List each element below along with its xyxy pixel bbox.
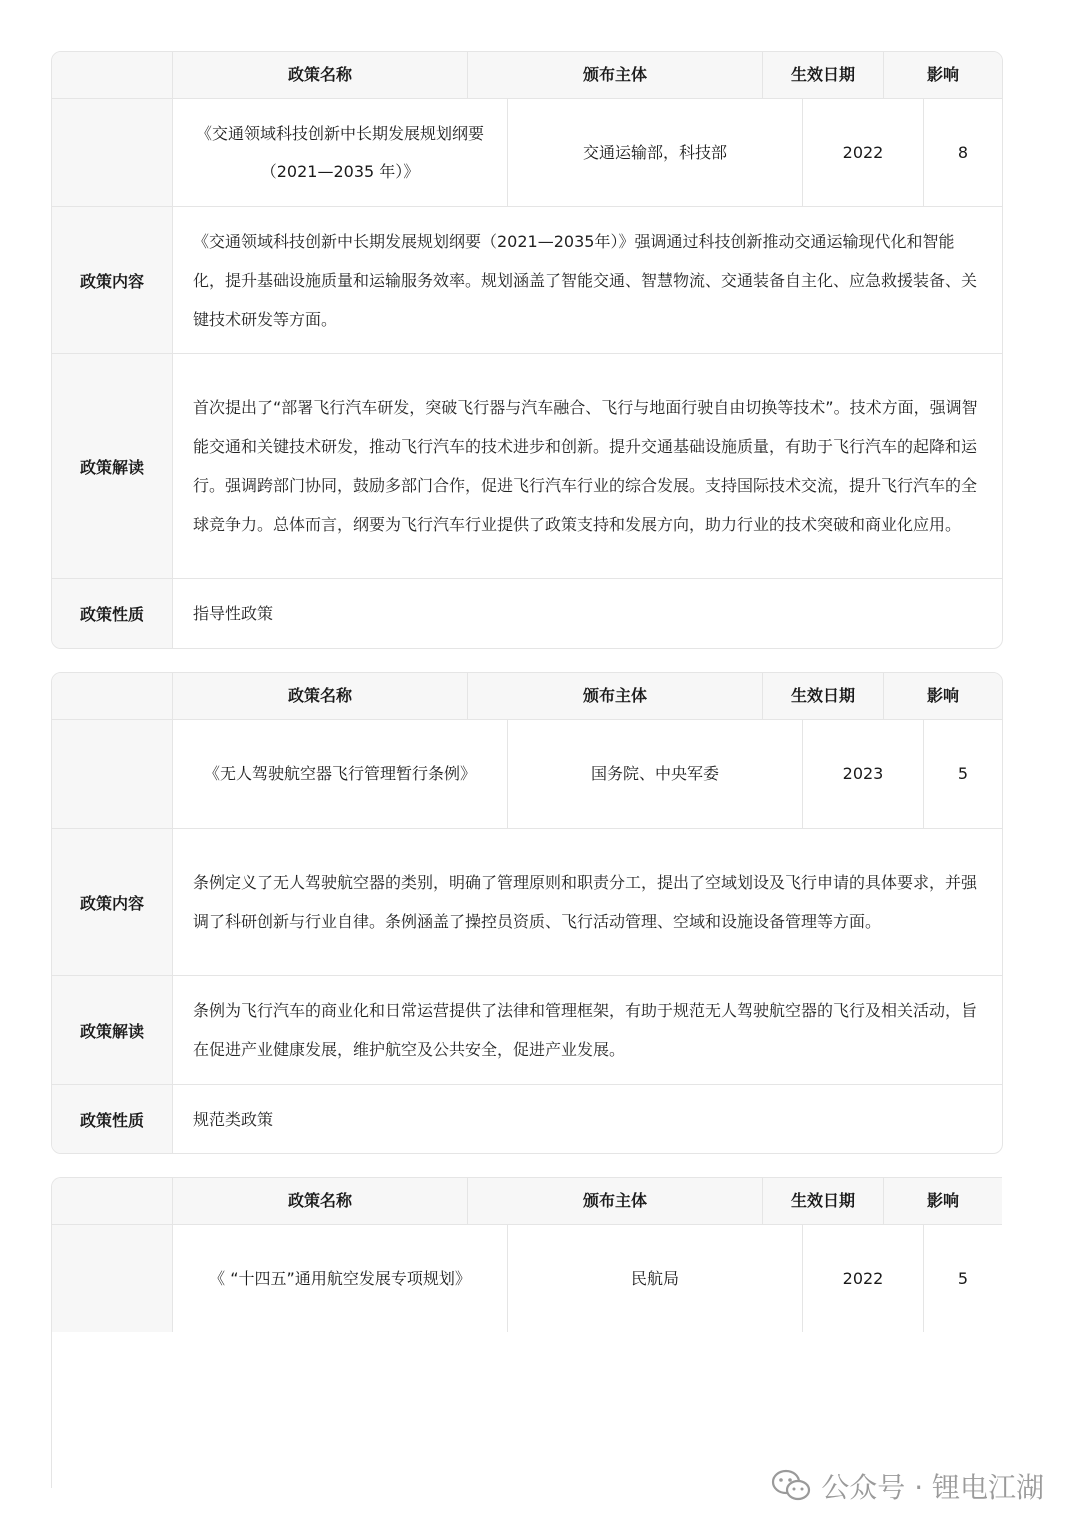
header-date: 生效日期 — [763, 673, 884, 719]
policy-interpretation: 条例为飞行汽车的商业化和日常运营提供了法律和管理框架，有助于规范无人驾驶航空器的飞行及相关活动，旨在促进产业健康发展，维护航空及公共安全，促进产业发展。 — [193, 1001, 978, 1059]
header-impact: 影响 — [884, 1178, 1002, 1224]
header-date: 生效日期 — [763, 1178, 884, 1224]
policy-nature: 规范类政策 — [193, 1109, 274, 1129]
header-date: 生效日期 — [763, 52, 884, 98]
policy-impact: 8 — [924, 99, 1002, 206]
policy-name: 《交通领域科技创新中长期发展规划纲要（2021—2035 年）》 — [173, 99, 508, 206]
nature-row — [52, 578, 1002, 648]
blank-area — [52, 1332, 1002, 1488]
header-blank-cell — [52, 1178, 173, 1224]
table-header — [52, 1178, 1002, 1224]
policy-date: 2023 — [803, 720, 924, 828]
row-blank-cell — [52, 1225, 173, 1332]
policy-card-3 — [51, 1177, 1002, 1488]
interpretation-label: 政策解读 — [52, 976, 173, 1084]
policy-row — [52, 1224, 1002, 1332]
header-blank-cell — [52, 52, 173, 98]
header-name: 政策名称 — [173, 1178, 468, 1224]
policy-content: 条例定义了无人驾驶航空器的类别，明确了管理原则和职责分工，提出了空域划设及飞行申请的具体要求，并强调了科研创新与行业自律。条例涵盖了操控员资质、飞行活动管理、空域和设施设备管理等方面。 — [193, 873, 978, 931]
row-blank-cell — [52, 99, 173, 206]
policy-issuer: 国务院、中央军委 — [508, 720, 803, 828]
policy-date: 2022 — [803, 1225, 924, 1332]
watermark — [771, 1466, 1044, 1506]
nature-label: 政策性质 — [52, 579, 173, 648]
policy-content: 《交通领域科技创新中长期发展规划纲要（2021—2035年）》强调通过科技创新推动交通运输现代化和智能化，提升基础设施质量和运输服务效率。规划涵盖了智能交通、智慧物流、交通装备自主化、应急救援装备、关键技术研发等方面。 — [193, 231, 978, 329]
content-row — [52, 206, 1002, 353]
policy-impact: 5 — [924, 1225, 1002, 1332]
header-issuer: 颁布主体 — [468, 1178, 763, 1224]
content-row — [52, 828, 1002, 975]
interpretation-row — [52, 353, 1002, 578]
policy-row — [52, 719, 1002, 828]
policy-issuer: 交通运输部，科技部 — [508, 99, 803, 206]
table-header — [52, 673, 1002, 719]
header-blank-cell — [52, 673, 173, 719]
nature-label: 政策性质 — [52, 1085, 173, 1153]
policy-date: 2022 — [803, 99, 924, 206]
interpretation-row — [52, 975, 1002, 1084]
policy-card-2 — [51, 672, 1003, 1154]
content-label: 政策内容 — [52, 829, 173, 975]
policy-card-1 — [51, 51, 1003, 649]
header-issuer: 颁布主体 — [468, 52, 763, 98]
content-label: 政策内容 — [52, 207, 173, 353]
policy-row — [52, 98, 1002, 206]
header-name: 政策名称 — [173, 673, 468, 719]
header-issuer: 颁布主体 — [468, 673, 763, 719]
interpretation-label: 政策解读 — [52, 354, 173, 578]
policy-interpretation: 首次提出了“部署飞行汽车研发，突破飞行器与汽车融合、飞行与地面行驶自由切换等技术”。技术方面，强调智能交通和关键技术研发，推动飞行汽车的技术进步和创新。提升交通基础设施质量，有助于飞行汽车的起降和运行。强调跨部门协同，鼓励多部门合作，促进飞行汽车行业的综合发展。支持国际技术交流，提升飞行汽车的全球竞争力。总体而言，纲要为飞行汽车行业提供了政策支持和发展方向，助力行业的技术突破和商业化应用。 — [193, 398, 978, 534]
policy-name: 《无人驾驶航空器飞行管理暂行条例》 — [173, 720, 508, 828]
row-blank-cell — [52, 720, 173, 828]
header-impact: 影响 — [884, 52, 1002, 98]
policy-nature: 指导性政策 — [193, 604, 274, 623]
wechat-icon — [771, 1469, 811, 1503]
nature-row — [52, 1084, 1002, 1153]
header-name: 政策名称 — [173, 52, 468, 98]
watermark-text: 公众号 · 锂电江湖 — [821, 1471, 1044, 1504]
policy-impact: 5 — [924, 720, 1002, 828]
policy-name: 《 “十四五”通用航空发展专项规划》 — [173, 1225, 508, 1332]
policy-issuer: 民航局 — [508, 1225, 803, 1332]
table-header — [52, 52, 1002, 98]
header-impact: 影响 — [884, 673, 1002, 719]
